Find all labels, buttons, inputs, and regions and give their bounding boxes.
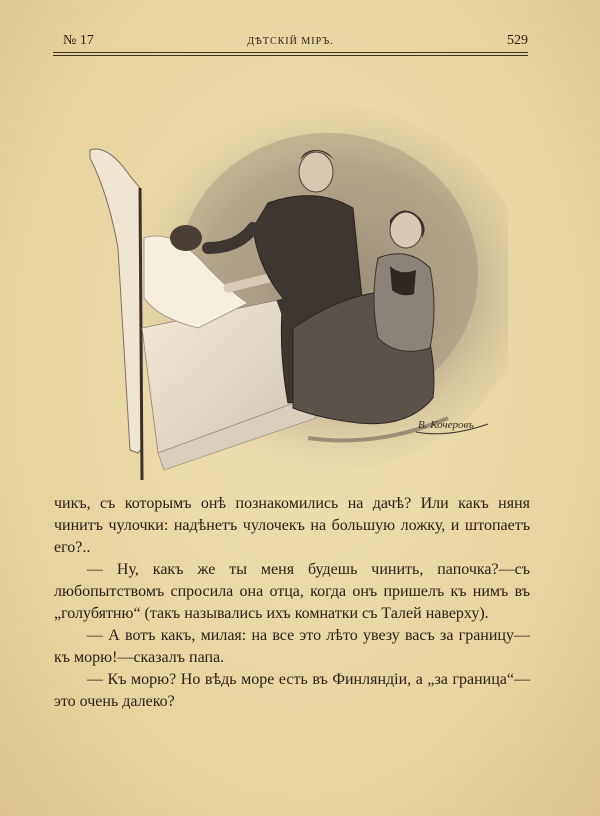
header-rule-secondary <box>53 55 528 56</box>
illustration <box>78 98 508 490</box>
page-header <box>53 33 528 53</box>
body-text <box>54 493 530 713</box>
running-title: ДѢТСКІЙ МІРЪ. <box>247 36 334 47</box>
artist-signature: В. Кочеровъ <box>418 419 474 431</box>
issue-number: № 17 <box>63 33 94 48</box>
paragraph: — Ну, какъ же ты меня будешь чинить, папочка?—съ любопытствомъ спросила она отца, когда онъ пришелъ къ нимъ въ „голубятню“ (такъ назывались ихъ комнатки съ Талей наверху). <box>54 561 530 622</box>
page-number: 529 <box>507 33 528 48</box>
paragraph: — А вотъ какъ, милая: на все это лѣто увезу васъ за границу—къ морю!—сказалъ папа. <box>54 627 530 666</box>
paragraph: чикъ, съ которымъ онѣ познакомились на дачѣ? Или какъ няня чинитъ чулочки: надѣнетъ чулочекъ на большую ложку, и штопаетъ его?.. <box>54 495 530 556</box>
header-rule <box>53 52 528 53</box>
paragraph: — Къ морю? Но вѣдь море есть въ Финляндіи, а „за граница“—это очень далеко? <box>54 671 530 710</box>
